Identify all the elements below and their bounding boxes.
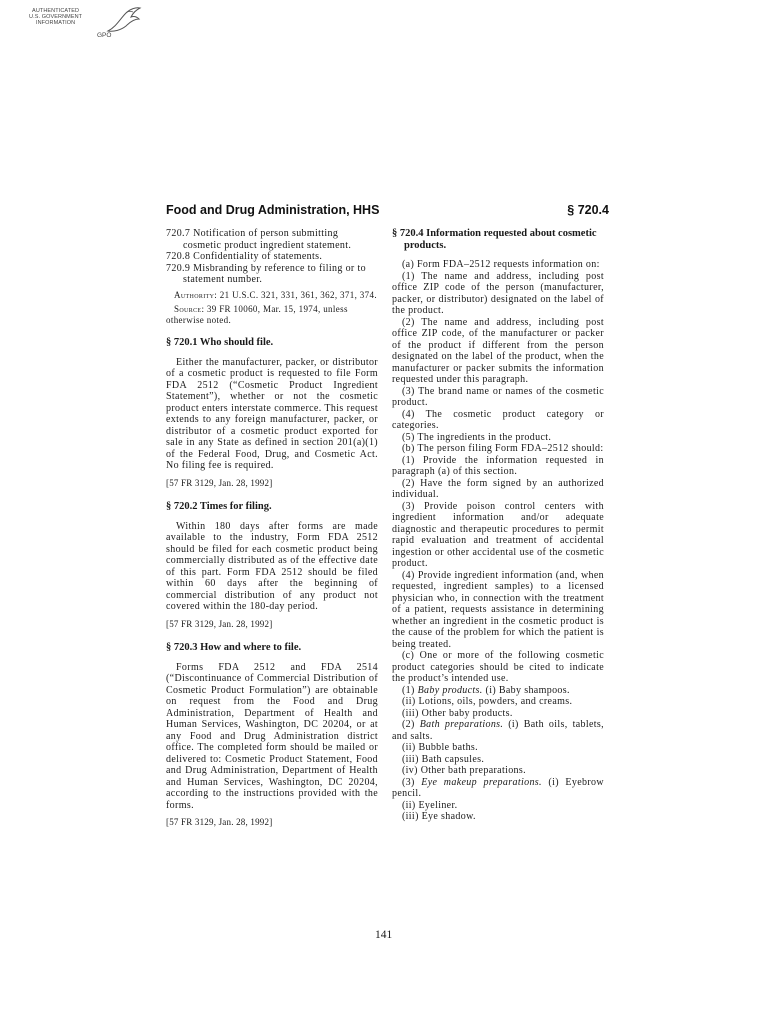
category-number: (1) [402,684,415,696]
section-heading-720-2: § 720.2 Times for filing. [166,501,272,512]
logo-line-2: U.S. GOVERNMENT [29,14,83,20]
paragraph: (1) The name and address, including post office ZIP code of the person (manufacturer, packer, or distributor) designated on the label of the product. [392,270,604,316]
category-baby-products [392,685,604,697]
category-item: (i) Eyebrow pencil. [392,776,604,799]
citation: [57 FR 3129, Jan. 28, 1992] [166,477,273,488]
citation: [57 FR 3129, Jan. 28, 1992] [166,817,273,827]
category-item: (iii) Other baby products. [402,707,513,719]
category-eye-makeup [392,777,604,800]
category-item: (ii) Eyeliner. [402,799,458,811]
section-heading-720-1: § 720.1 Who should file. [166,337,274,348]
category-bath-preparations [392,719,604,742]
section-body-720-3: Forms FDA 2512 and FDA 2514 (“Discontinuance of Commercial Distribution of Cosmetic Product Formulation”) are obtainable on request from the Food and Drug Administration, Department of Health and Human Services, Washington, DC 20204, or at any Food and Drug Administration district office. The completed form should be mailed or delivered to: Cosmetic Product Statement, Food and Drug Administration, Department of Health and Human Services, Washington, DC 20204, according to the instructions provided with the forms. [166,661,378,811]
category-item: (iii) Eye shadow. [402,811,476,822]
gpo-authentication-logo [20,5,144,45]
source-label: Source: [174,304,205,314]
paragraph: (2) Have the form signed by an authorized individual. [392,477,604,500]
category-number: (2) [402,719,415,730]
paragraph: (4) The cosmetic product category or categories. [392,408,604,431]
section-heading-720-3: § 720.3 How and where to file. [166,642,302,653]
section-heading-720-4: § 720.4 Information requested about cosmetic products. [392,228,597,251]
category-title: Baby products. [417,684,483,696]
paragraph: (2) The name and address, including post office ZIP code, of the manufacturer or packer of the product if different from the person designated on the label of the product, when the manufacturer or packer submits the information requested under this paragraph. [392,316,604,385]
paragraph: (b) The person filing Form FDA–2512 should: [402,443,604,454]
section-body-720-2: Within 180 days after forms are made available to the industry, Form FDA 2512 should be filed for each cosmetic product being commercially distributed as of the effective date of this part. Form FDA 2512 should be filed within 60 days after the beginning of commercial distribution of any product not covered within the 180-day period. [166,520,378,612]
category-title: Bath preparations. [419,719,504,730]
citation: [57 FR 3129, Jan. 28, 1992] [166,618,273,629]
toc-item: 720.9 Misbranding by reference to filing or to statement number. [166,262,366,285]
logo-line-3: INFORMATION [35,20,76,26]
authority-note [166,290,378,301]
toc-item: 720.7 Notification of person submitting cosmetic product ingredient statement. [166,228,352,251]
authority-text: 21 U.S.C. 321, 331, 361, 362, 371, 374. [219,289,377,300]
paragraph: (4) Provide ingredient information (and, when requested, ingredient samples) to a licensed physician who, in connection with the treatment of a patient, requests assistance in determining whether an ingredient in the cosmetic product is the cause of the problem for which the patient is being treated. [392,569,604,650]
paragraph: (c) One or more of the following cosmetic product categories should be cited to indicate the product’s intended use. [392,650,604,684]
toc-item: 720.8 Confidentiality of statements. [166,251,323,262]
source-note [166,304,378,325]
category-item: (iv) Other bath preparations. [402,765,526,776]
category-number: (3) [402,776,415,788]
logo-gpo-mark: GPO [97,32,112,39]
category-item: (ii) Bubble baths. [402,742,479,753]
category-title: Eye makeup preparations. [421,776,542,788]
authority-label: Authority: [174,289,218,300]
eagle-icon [106,5,142,35]
logo-text [29,8,82,26]
paragraph: (5) The ingredients in the product. [402,431,552,443]
paragraph: (1) Provide the information requested in paragraph (a) of this section. [392,454,604,477]
right-column [392,228,604,823]
paragraph: (a) Form FDA–2512 requests information on: [402,259,600,270]
running-header-agency: Food and Drug Administration, HHS [166,203,380,217]
running-header-section: § 720.4 [567,203,609,217]
source-text: 39 FR 10060, Mar. 15, 1974, unless otherwise noted. [166,304,348,325]
logo-line-1: AUTHENTICATED [32,8,80,14]
page-number: 141 [375,929,393,941]
paragraph: (3) The brand name or names of the cosmetic product. [392,385,604,408]
category-item: (i) Baby shampoos. [485,684,570,696]
category-item: (i) Bath oils, tablets, and salts. [392,719,604,742]
category-item: (ii) Lotions, oils, powders, and creams. [402,696,573,707]
paragraph: (3) Provide poison control centers with ingredient information and/or adequate diagnostic and therapeutic procedures to permit rapid evaluation and treatment of accidental ingestion or other accidental use of the cosmetic product. [392,500,604,569]
category-item: (iii) Bath capsules. [402,753,485,765]
section-body-720-1: Either the manufacturer, packer, or distributor of a cosmetic product is requested to file Form FDA 2512 (“Cosmetic Product Ingredient Statement”), whether or not the cosmetic product enters interstate commerce. This request extends to any foreign manufacturer, packer, or distributor of a cosmetic product exported for sale in any State as defined in section 201(a)(1) of the Federal Food, Drug, and Cosmetic Act. No filing fee is required. [166,356,378,471]
left-column [166,228,378,829]
